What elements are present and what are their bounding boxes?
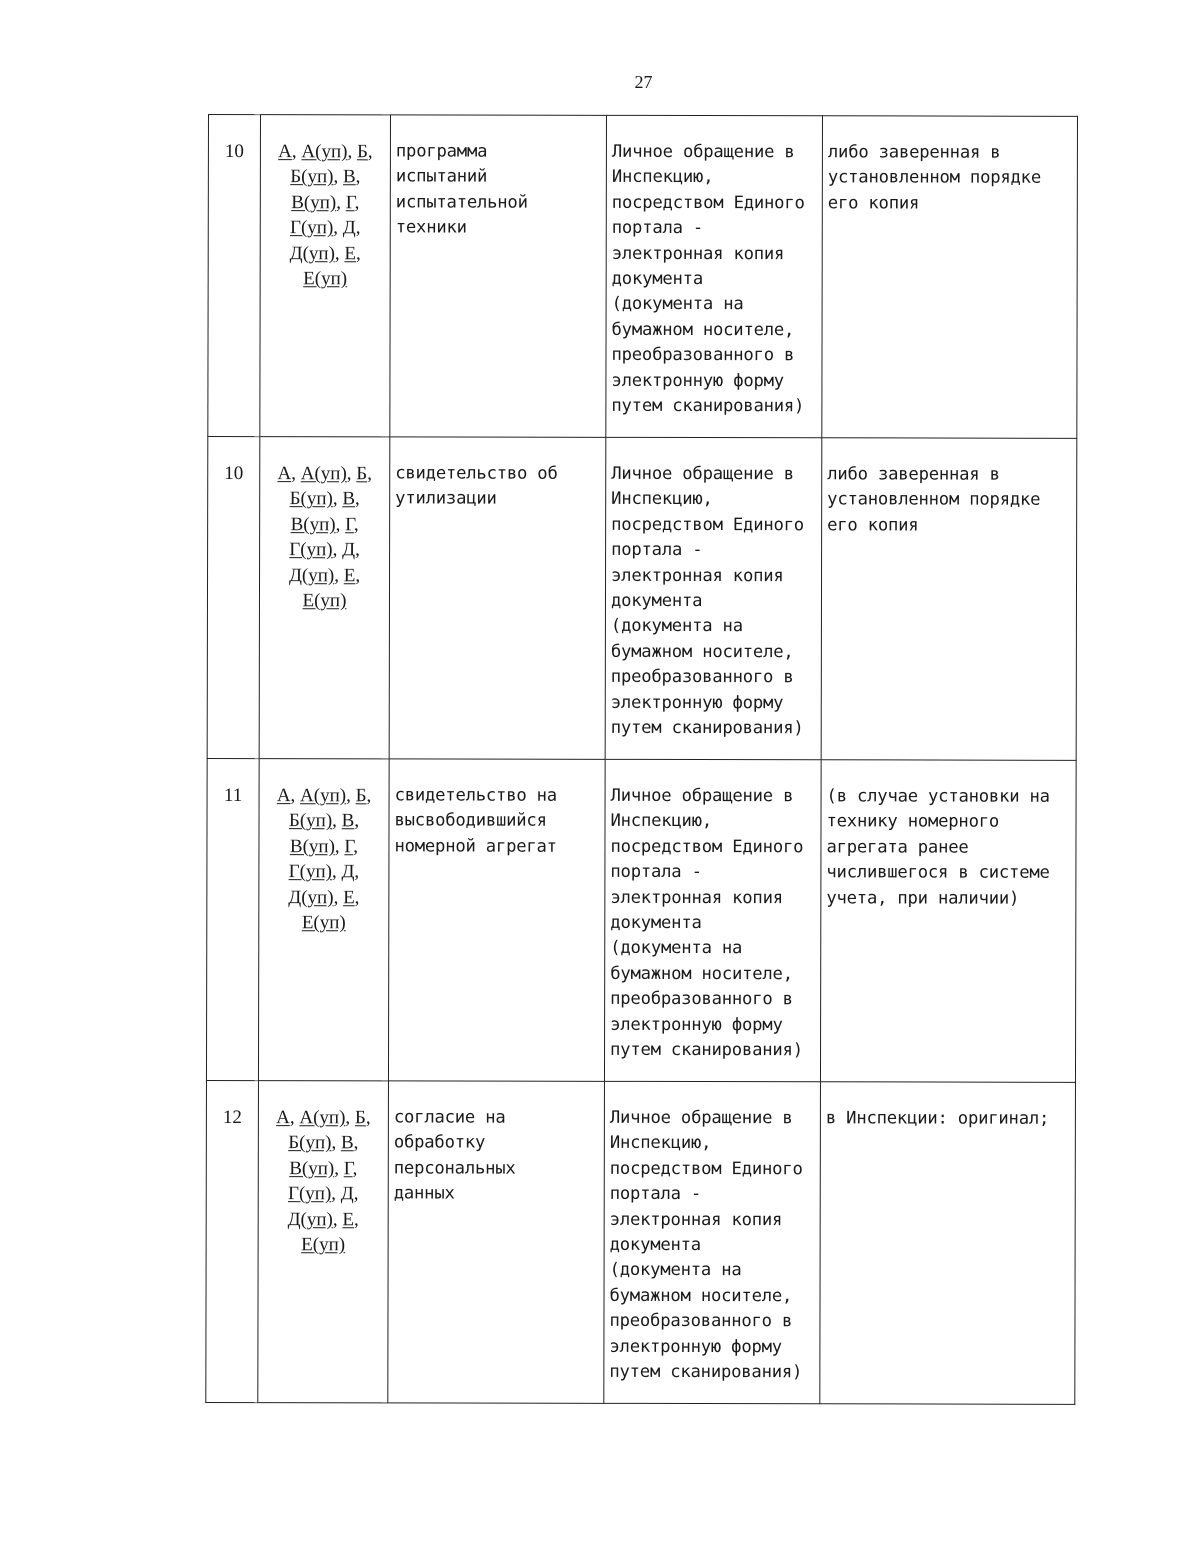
category-link[interactable]: Б(уп) [290,166,334,188]
document-name-line: персональных [393,1158,516,1179]
document-note-line: технику номерного [826,811,1000,833]
category-link[interactable]: В [342,166,356,188]
category-separator: , [353,1183,359,1205]
submission-method-line: электронную форму [610,692,784,713]
category-separator: , [345,1107,355,1129]
submission-method-line: посредством Единого [611,514,804,536]
submission-method-line: Личное обращение в [610,785,794,807]
category-line [264,1131,383,1157]
submission-method-line: Личное обращение в [611,141,795,163]
submission-method-line: преобразованного в [609,1311,793,1332]
category-line [265,487,384,513]
category-separator: , [331,1132,342,1154]
category-line [265,512,384,538]
document-note-line: установленном порядке [827,489,1041,511]
category-separator: , [352,1158,358,1180]
category-line [266,215,385,241]
category-line [264,809,383,835]
category-link[interactable]: А [278,141,292,163]
submission-method-line: (документа на [610,616,743,637]
category-link[interactable]: Б(уп) [288,1132,332,1154]
category-separator: , [290,785,301,807]
submission-method [605,437,822,759]
category-link[interactable]: Г [343,1158,353,1180]
category-line [266,165,385,191]
document-name-line: испытаний [395,166,488,187]
submission-method-line: электронную форму [611,370,784,391]
category-link[interactable]: Е [343,564,356,586]
category-separator: , [367,463,372,485]
category-link[interactable]: Д(уп) [288,564,335,586]
category-separator: , [334,836,345,858]
category-separator: , [332,1208,343,1230]
submission-method-line: преобразованного в [610,989,793,1010]
category-link[interactable]: Г(уп) [289,217,334,239]
submission-method-line: электронная копия [611,565,784,586]
category-link[interactable]: В [340,1132,354,1154]
category-link[interactable]: А(уп) [301,141,348,163]
document-name [390,115,607,437]
category-link[interactable]: А(уп) [300,463,347,485]
category-line [264,910,383,936]
category-link[interactable]: А(уп) [299,1107,346,1129]
document-name-line: обработку [393,1132,486,1153]
document-name [389,437,606,759]
category-separator: , [335,514,346,536]
category-separator: , [334,1158,344,1180]
category-separator: , [354,488,360,510]
submission-method-line: электронная копия [611,243,785,264]
document-name-line: утилизации [395,488,497,510]
category-link[interactable]: Г [345,514,354,536]
submission-method [604,759,821,1081]
category-link[interactable]: Б(уп) [289,488,333,510]
row-number: 12 [206,1080,259,1402]
category-line [266,139,385,165]
vehicle-categories [259,437,390,759]
document-name [388,1081,605,1403]
submission-method-line: (документа на [609,1260,742,1281]
category-line [264,1207,383,1233]
document-name-line: испытательной [395,192,528,213]
submission-method-line: (документа на [611,294,744,315]
submission-method-line: преобразованного в [611,345,795,366]
category-link[interactable]: А [277,463,292,485]
category-separator: , [355,564,361,586]
category-separator: , [353,514,359,536]
category-separator: , [355,166,361,188]
category-line [264,1156,383,1182]
document-name-line: техники [395,217,467,238]
submission-method-line: бумажном носителе, [610,641,794,663]
table-row [206,758,1076,1082]
submission-method-line: посредством Единого [609,1158,803,1180]
document-note-line: его копия [827,193,920,214]
category-link[interactable]: Д(уп) [289,242,335,264]
document-name-line: свидетельство на [394,785,557,806]
category-line [266,190,385,216]
submission-method-line: портала - [610,862,702,883]
submission-method-line: электронную форму [610,1014,783,1035]
category-separator: , [332,488,343,510]
submission-method [604,1081,821,1403]
submission-method [606,115,823,437]
category-separator: , [289,1107,300,1129]
category-link[interactable]: Е(уп) [303,268,348,290]
submission-method-line: преобразованного в [610,667,794,688]
row-number: 10 [207,437,260,759]
document-note-line: либо заверенная в [827,142,1001,163]
document-name [388,759,605,1081]
category-separator: , [336,192,346,214]
document-name-line: номерной агрегат [394,836,557,857]
document-note-line: числившегося в системе [826,862,1050,883]
submission-method-line: документа [609,1234,701,1256]
category-link[interactable]: Д [341,861,355,883]
category-separator: , [353,1208,359,1230]
category-separator: , [333,217,343,239]
submission-method-line: электронная копия [610,887,783,908]
submission-method-line: портала - [609,1184,702,1205]
submission-method-line: Инспекцию, [610,811,713,832]
category-link[interactable]: Е [344,242,357,264]
category-link[interactable]: Б [354,1107,366,1129]
category-link[interactable]: Е(уп) [302,590,347,612]
category-separator: , [354,810,360,832]
document-note [822,116,1078,439]
vehicle-categories [258,1081,389,1403]
category-link[interactable]: Б [356,463,368,485]
submission-method-line: путем сканирования) [610,717,804,739]
table-row [208,115,1078,439]
category-link[interactable]: А [276,785,291,807]
category-line [264,1181,383,1207]
category-line [265,563,384,589]
submission-method-line: Инспекцию, [611,167,714,188]
category-separator: , [333,166,344,188]
submission-method-line: Личное обращение в [609,1107,793,1129]
category-link[interactable]: Б [355,785,367,807]
category-link[interactable]: Д [342,539,356,561]
category-link[interactable]: Е [342,1208,355,1230]
category-separator: , [291,463,301,485]
document-name-line: высвободившийся [394,810,547,832]
document-note [821,438,1077,761]
document-note-line: в Инспекции: оригинал; [825,1108,1050,1129]
category-link[interactable]: Д(уп) [288,886,334,908]
category-line [264,885,383,911]
document-note [820,760,1076,1083]
category-separator: , [356,242,361,264]
submission-method-line: путем сканирования) [609,1361,803,1383]
document-note-line: учета, при наличии) [826,887,1020,909]
category-link[interactable]: Б(уп) [288,810,333,832]
category-line [266,266,385,292]
document-note [820,1082,1076,1405]
category-line [264,834,383,860]
category-link[interactable]: А [276,1107,290,1129]
document-name-line: данных [393,1183,455,1204]
submission-method-line: путем сканирования) [610,1039,803,1061]
category-line [266,241,385,267]
category-separator: , [332,810,342,832]
submission-method-line: Инспекцию, [611,489,713,510]
category-separator: , [346,463,357,485]
category-separator: , [331,861,342,883]
category-link[interactable]: Е(уп) [301,912,346,934]
document-note-line: установленном порядке [827,167,1041,189]
category-line [265,588,384,614]
category-separator: , [354,861,360,883]
category-link[interactable]: А(уп) [300,785,347,807]
category-link[interactable]: В(уп) [291,191,337,214]
category-link[interactable]: В [341,810,355,832]
category-link[interactable]: В(уп) [290,513,336,536]
category-line [264,1105,383,1131]
category-separator: , [353,1132,359,1154]
submission-method-line: путем сканирования) [611,395,805,417]
category-line [264,859,383,885]
category-separator: , [334,242,345,264]
submission-method-line: бумажном носителе, [610,963,793,985]
document-note-line: агрегата ранее [826,837,969,858]
category-line [265,461,384,487]
category-link[interactable]: Г(уп) [288,861,332,883]
row-number: 10 [208,115,261,437]
submission-method-line: бумажном носителе, [611,319,795,341]
table-row [207,437,1077,761]
submission-method-line: (документа на [610,938,743,959]
category-link[interactable]: В [342,488,356,510]
category-separator: , [334,564,344,586]
row-number: 11 [206,758,259,1080]
category-link[interactable]: Е(уп) [301,1234,346,1256]
table-row [206,1080,1076,1404]
category-separator: , [331,1183,341,1205]
page-number: 27 [634,72,653,92]
submission-method-line: документа [610,590,703,612]
submission-method-line: посредством Единого [611,192,805,214]
document-name-line: программа [395,141,488,162]
category-link[interactable]: Г(уп) [289,539,333,561]
category-separator: , [366,785,372,807]
submission-method-line: бумажном носителе, [609,1285,793,1307]
vehicle-categories [260,115,391,437]
category-separator: , [291,141,302,163]
category-separator: , [354,886,360,908]
category-line [265,783,384,809]
document-name-line: свидетельство об [395,463,558,484]
submission-method-line: посредством Единого [610,836,804,858]
category-separator: , [346,785,356,807]
document-note-line: либо заверенная в [827,464,1000,485]
submission-method-line: документа [610,912,702,934]
submission-method-line: электронная копия [609,1209,783,1230]
documents-table [205,114,1078,1405]
category-link[interactable]: Г(уп) [287,1183,332,1205]
submission-method-line: Инспекцию, [609,1133,712,1154]
vehicle-categories [258,759,389,1081]
category-link[interactable]: Д(уп) [287,1208,333,1230]
category-separator: , [347,141,357,163]
category-separator: , [365,1107,371,1129]
submission-method-line: портала - [611,540,703,561]
category-link[interactable]: Д [340,1183,354,1205]
category-separator: , [355,539,360,561]
category-link[interactable]: Г [344,836,354,858]
category-link[interactable]: В(уп) [289,835,335,858]
document-note-line: (в случае установки на [826,786,1050,807]
category-line [265,537,384,563]
submission-method-line: Личное обращение в [611,463,794,485]
submission-method-line: документа [611,268,704,290]
category-link[interactable]: Е [343,886,355,908]
submission-method-line: электронную форму [609,1336,782,1357]
submission-method-line: портала - [611,218,704,239]
document-note-line: его копия [827,515,919,536]
category-separator: , [333,886,344,908]
category-link[interactable]: Г [345,192,355,214]
category-separator: , [354,192,360,214]
category-link[interactable]: В(уп) [289,1157,335,1180]
category-line [264,1232,383,1258]
category-link[interactable]: Д [342,217,356,239]
category-separator: , [353,836,359,858]
category-separator: , [355,217,361,239]
category-link[interactable]: Б [356,141,368,163]
document-name-line: согласие на [393,1107,506,1128]
category-separator: , [367,141,373,163]
category-separator: , [332,539,343,561]
documents-table-body [206,115,1078,1405]
